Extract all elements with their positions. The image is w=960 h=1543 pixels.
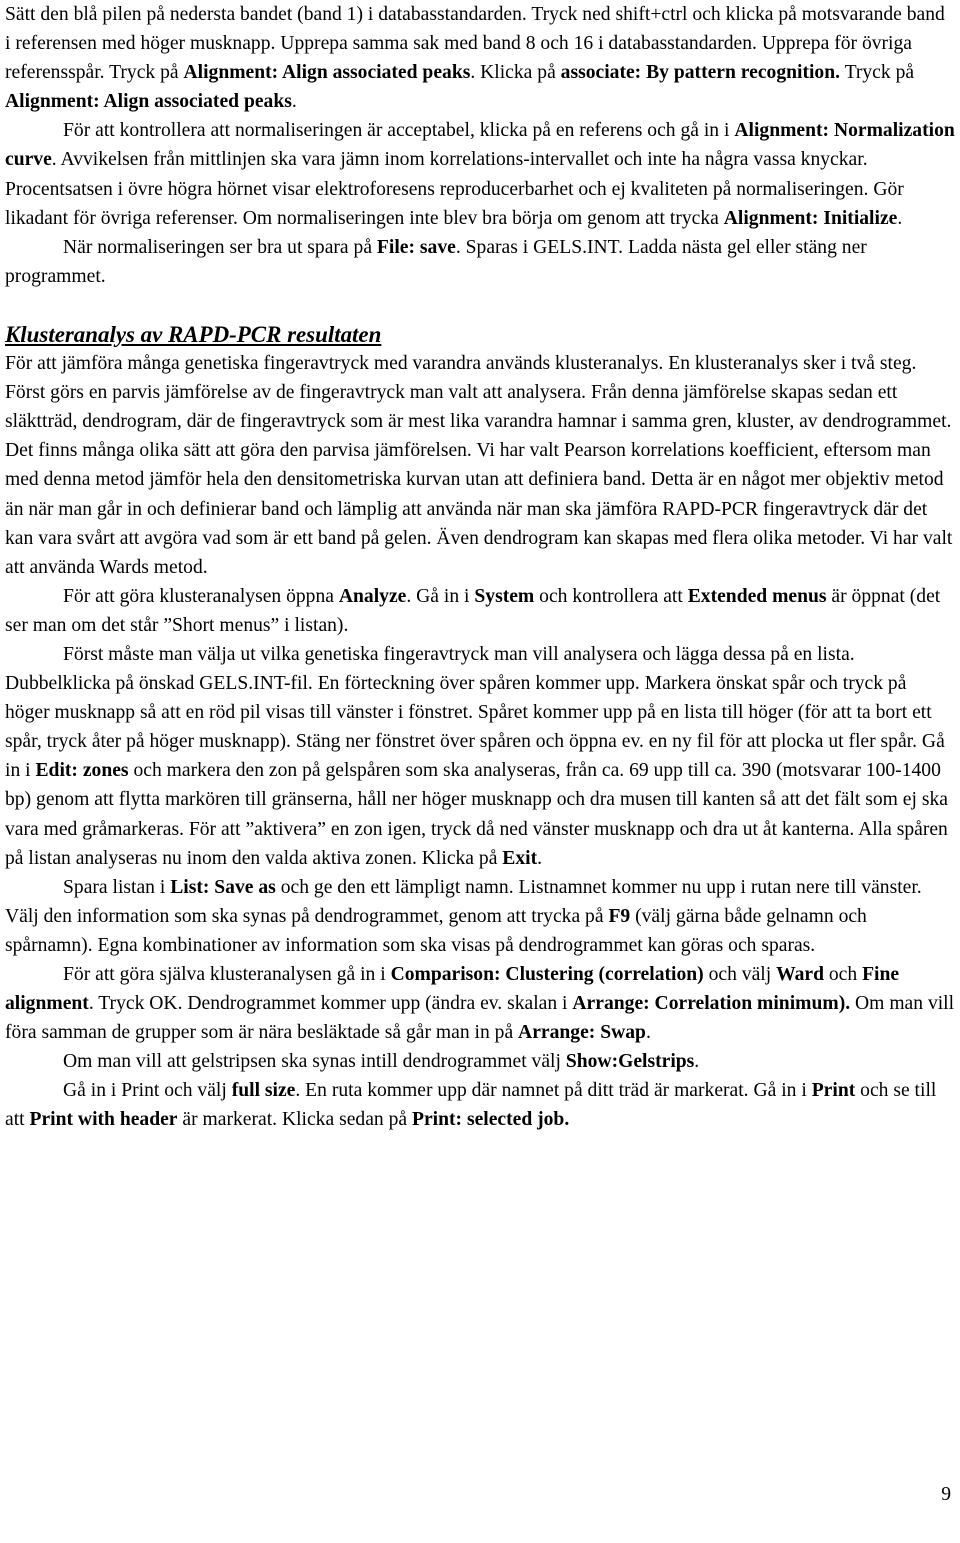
text-run: För att göra själva klusteranalysen gå in i	[63, 964, 391, 985]
document-page	[5, 0, 955, 1135]
bold-term: Alignment: Align associated peaks	[5, 91, 292, 113]
text-run: är öppnat (det ser man om det står ”Short menus” i listan).	[5, 585, 941, 636]
paragraph	[5, 349, 955, 582]
section-cluster-analysis	[5, 349, 955, 1135]
bold-term: Ward	[776, 964, 824, 985]
paragraph	[5, 582, 955, 640]
bold-term: Arrange: Correlation minimum).	[572, 993, 851, 1015]
bold-term: F9	[608, 905, 631, 927]
text-run: Först måste man välja ut vilka genetiska fingeravtryck man vill analysera och lägga dessa på en lista. Dubbelklicka på önskad GELS.INT-fil. En förteckning över spåren kommer upp. Markera önskat spår och tryck på höger musknapp så att en röd pil visas till vänster i fönstret. Spåret kommer upp på en lista till höger (för att ta bort ett spår, tryck åter på höger musknapp). Stäng ner fönstret över spåren och öppna ev. en ny fil för att plocka ut fler spår. Gå in i	[5, 643, 945, 782]
text-run: är markerat. Klicka sedan på	[177, 1109, 412, 1131]
text-run: och välj	[703, 964, 777, 985]
text-run: När normaliseringen ser bra ut spara på	[63, 236, 377, 258]
text-run: För att kontrollera att normaliseringen är acceptabel, klicka på en referens och gå in i	[63, 120, 735, 142]
bold-term: Show:Gelstrips	[565, 1051, 695, 1073]
text-run: . Tryck OK. Dendrogrammet kommer upp (ändra ev. skalan i	[88, 993, 573, 1015]
text-run: För att jämföra många genetiska fingeravtryck med varandra används klusteranalys. En klusteranalys sker i två steg. Först görs en parvis jämförelse av de fingeravtryck man valt att analysera. Från denna jämförelse skapas sedan ett släktträd, dendrogram, där de fingeravtryck som är mest lika varandra hamnar i samma gren, kluster, av dendrogrammet. Det finns många olika sätt att göra den parvisa jämförelsen. Vi har valt Pearson korrelations koefficient, eftersom man med denna metod jämför hela den densitometriska kurvan utan att definiera band. Detta är en något mer objektiv metod än när man går in och definierar band och lämplig att använda när man ska jämföra RAPD-PCR fingeravtryck där det kan vara svårt att avgöra vad som är ett band på gelen. Även dendrogram kan skapas med flera olika metoder. Vi har valt att använda Wards metod.	[5, 353, 953, 578]
paragraph	[5, 233, 955, 291]
bold-term: Print with header	[29, 1109, 178, 1131]
bold-term: Edit: zones	[35, 760, 129, 782]
bold-term: File: save	[376, 236, 456, 258]
bold-term: Comparison: Clustering (correlation)	[390, 964, 704, 985]
bold-term: Fine alignment	[5, 964, 900, 1015]
text-run: . Avvikelsen från mittlinjen ska vara jämn inom korrelations-intervallet och inte ha några vassa knyckar. Procentsatsen i övre högra hörnet visar elektroforesens reproducerbarhet och ej kvaliteten på normaliseringen. Gör likadant för övriga referenser. Om normaliseringen inte blev bra börja om genom att trycka	[5, 149, 904, 229]
page-number: 9	[941, 1484, 951, 1505]
section-heading: Klusteranalys av RAPD-PCR resultaten	[5, 321, 382, 347]
text-run: För att göra klusteranalysen öppna	[63, 585, 339, 607]
text-run: .	[537, 847, 543, 869]
text-run: Sätt den blå pilen på nedersta bandet (band 1) i databasstandarden. Tryck ned shift+ctrl och klicka på motsvarande band i referensen med höger musknapp. Upprepa samma sak med band 8 och 16 i databasstandarden. Upprepa för övriga referensspår. Tryck på	[5, 4, 945, 84]
bold-term: List: Save as	[170, 876, 276, 898]
bold-term: System	[474, 585, 535, 607]
text-run: . Klicka på	[470, 62, 561, 84]
bold-term: Alignment: Align associated peaks	[183, 62, 471, 84]
text-run: .	[645, 1022, 651, 1044]
paragraph	[5, 116, 955, 232]
bold-term: Print	[811, 1080, 856, 1102]
text-run: . Sparas i GELS.INT. Ladda nästa gel eller stäng ner programmet.	[5, 236, 867, 287]
text-run: Om man vill föra samman de grupper som är nära besläktade så går man in på	[5, 993, 955, 1044]
section-normalization	[5, 0, 955, 291]
text-run: Om man vill att gelstripsen ska synas intill dendrogrammet välj	[63, 1051, 566, 1073]
text-run: .	[694, 1051, 700, 1073]
text-run: .	[291, 91, 297, 113]
text-run: . En ruta kommer upp där namnet på ditt träd är markerat. Gå in i	[295, 1080, 812, 1102]
bold-term: associate: By pattern recognition.	[560, 62, 841, 84]
text-run: Gå in i Print och välj	[63, 1080, 232, 1102]
text-run: (välj gärna både gelnamn och spårnamn). Egna kombinationer av information som ska visas på dendrogrammet kan göras och sparas.	[5, 905, 867, 956]
paragraph	[5, 1076, 955, 1134]
paragraph	[5, 873, 955, 960]
text-run: och se till att	[5, 1080, 937, 1131]
text-run: och markera den zon på gelspåren som ska analyseras, från ca. 69 upp till ca. 390 (motsvarar 100-1400 bp) genom att flytta markören till gränserna, håll ner höger musknapp och dra musen till kanten så att det fält som ej ska vara med gråmarkeras. För att ”aktivera” en zon igen, tryck då ned vänster musknapp och dra ut åt kanterna. Alla spåren på listan analyseras nu inom den valda aktiva zonen. Klicka på	[5, 760, 948, 869]
bold-term: Exit	[502, 847, 538, 869]
text-run: Spara listan i	[63, 876, 171, 898]
text-run: och kontrollera att	[534, 585, 688, 607]
text-run: och ge den ett lämpligt namn. Listnamnet kommer nu upp i rutan nere till vänster. Välj den information som ska synas på dendrogrammet, genom att trycka på	[5, 876, 922, 927]
bold-term: Alignment: Initialize	[723, 207, 898, 229]
bold-term: Print: selected job.	[411, 1109, 570, 1131]
paragraph	[5, 1047, 955, 1076]
bold-term: Arrange: Swap	[518, 1022, 646, 1044]
paragraph	[5, 0, 955, 116]
text-run: och	[823, 964, 863, 985]
text-run: .	[897, 207, 903, 229]
bold-term: Analyze	[338, 585, 407, 607]
bold-term: Alignment: Normalization curve	[5, 120, 955, 171]
text-run: . Gå in i	[406, 585, 475, 607]
paragraph	[5, 960, 955, 1047]
bold-term: full size	[231, 1080, 296, 1102]
text-run: Tryck på	[840, 62, 915, 84]
bold-term: Extended menus	[687, 585, 827, 607]
paragraph	[5, 640, 955, 873]
